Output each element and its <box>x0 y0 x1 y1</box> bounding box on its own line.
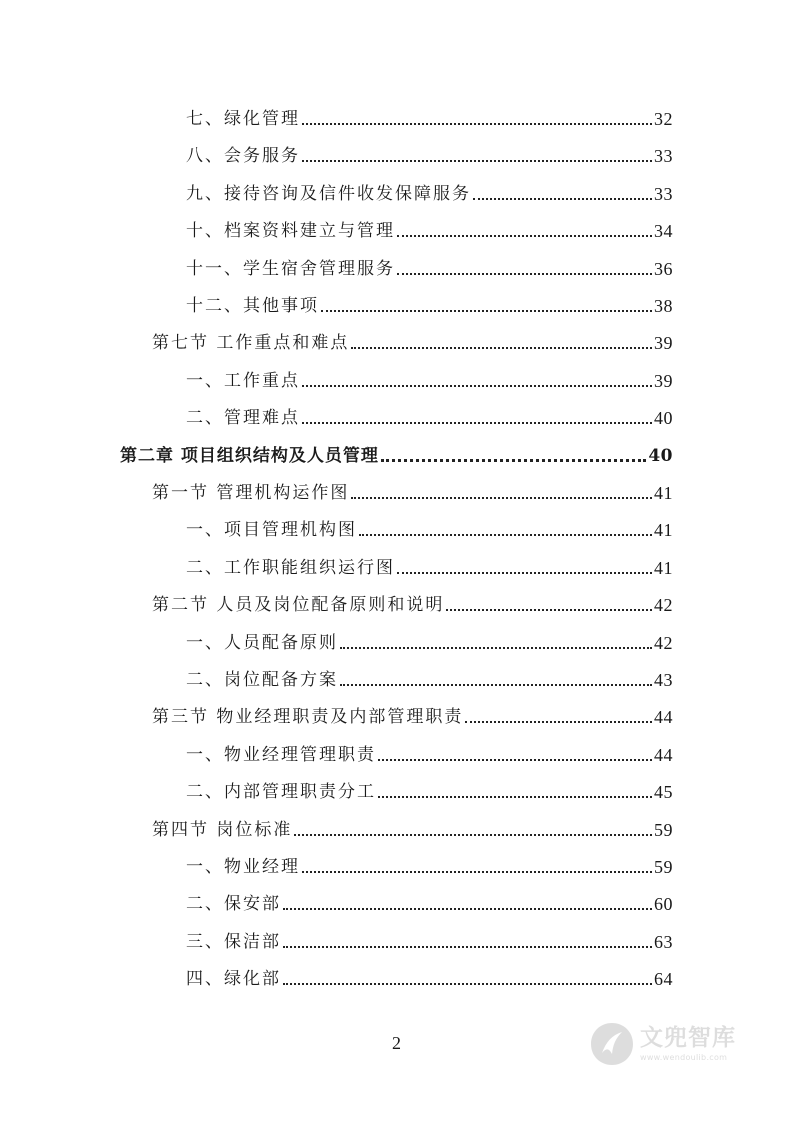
toc-entry-page: 44 <box>654 744 673 765</box>
toc-dot-leader <box>465 721 652 723</box>
toc-entry-page: 42 <box>654 595 673 616</box>
toc-entry-title: 一、人员配备原则 <box>186 632 338 653</box>
toc-entry[interactable] <box>186 405 673 431</box>
toc-dot-leader <box>340 647 652 649</box>
toc-dot-leader <box>302 422 652 424</box>
toc-entry-page: 43 <box>654 670 673 690</box>
toc-entry[interactable] <box>152 330 673 356</box>
toc-entry[interactable] <box>186 218 673 244</box>
toc-entry[interactable] <box>120 443 673 469</box>
toc-dot-leader <box>302 160 652 162</box>
toc-entry-title: 十二、其他事项 <box>186 296 319 316</box>
toc-entry-title: 二、岗位配备方案 <box>186 670 338 690</box>
toc-entry[interactable] <box>186 891 673 917</box>
toc-dot-leader <box>283 908 652 910</box>
toc-entry[interactable] <box>186 667 673 693</box>
toc-entry-title: 十一、学生宿舍管理服务 <box>186 258 395 279</box>
watermark <box>588 1016 758 1072</box>
toc-dot-leader <box>351 347 652 349</box>
toc-entry[interactable] <box>186 181 673 207</box>
toc-entry-title: 二、管理难点 <box>186 408 300 429</box>
toc-entry[interactable] <box>186 966 673 992</box>
toc-dot-leader <box>283 983 652 985</box>
toc-dot-leader <box>473 198 652 200</box>
toc-entry[interactable] <box>186 779 673 805</box>
watermark-url: www.wendoulib.com <box>640 1052 728 1062</box>
toc-dot-leader <box>340 684 652 686</box>
toc-entry[interactable] <box>186 555 673 581</box>
toc-entry-title: 一、项目管理机构图 <box>186 520 357 541</box>
toc-dot-leader <box>397 235 652 237</box>
toc-entry-page: 32 <box>654 109 673 129</box>
toc-entry-page: 33 <box>654 183 673 204</box>
toc-entry-page: 59 <box>654 819 673 840</box>
toc-entry-title: 一、物业经理 <box>186 857 300 877</box>
toc-entry-title: 一、工作重点 <box>186 370 300 391</box>
toc-entry-page: 59 <box>654 857 673 877</box>
toc-entry[interactable] <box>186 143 673 169</box>
toc-entry-title: 七、绿化管理 <box>186 109 300 129</box>
toc-entry[interactable] <box>186 293 673 319</box>
toc-entry-title: 八、会务服务 <box>186 146 300 167</box>
toc-dot-leader <box>302 385 652 387</box>
toc-dot-leader <box>378 759 652 761</box>
toc-dot-leader <box>302 123 652 125</box>
toc-entry[interactable] <box>186 630 673 656</box>
toc-entry[interactable] <box>186 854 673 880</box>
toc-entry[interactable] <box>186 256 673 282</box>
watermark-logo-icon <box>588 1020 636 1068</box>
toc-entry[interactable] <box>152 592 673 618</box>
toc-entry[interactable] <box>186 742 673 768</box>
toc-entry-title: 第三节 物业经理职责及内部管理职责 <box>152 707 464 728</box>
toc-entry-page: 64 <box>654 969 673 990</box>
toc-dot-leader <box>446 609 652 611</box>
toc-entry-page: 63 <box>654 931 673 952</box>
toc-entry-page: 42 <box>654 632 673 653</box>
page-number: 2 <box>392 1033 401 1053</box>
toc-entry[interactable] <box>186 106 673 132</box>
toc-entry-title: 第二节 人员及岗位配备原则和说明 <box>152 595 445 616</box>
toc-entry[interactable] <box>152 817 673 843</box>
toc-entry-title: 二、保安部 <box>186 894 281 915</box>
toc-entry-title: 九、接待咨询及信件收发保障服务 <box>186 183 471 204</box>
toc-dot-leader <box>381 459 646 462</box>
toc-entry-page: 44 <box>654 707 673 728</box>
toc-dot-leader <box>397 572 652 574</box>
toc-entry-page: 41 <box>654 557 673 578</box>
toc-entry-title: 二、内部管理职责分工 <box>186 782 376 803</box>
toc-entry-page: 33 <box>654 146 673 167</box>
toc-entry-page: 60 <box>654 894 673 915</box>
toc-entry-title: 四、绿化部 <box>186 969 281 990</box>
toc-entry-page: 36 <box>654 258 673 279</box>
toc-entry-page: 39 <box>654 370 673 391</box>
toc-dot-leader <box>378 796 652 798</box>
toc-entry-title: 一、物业经理管理职责 <box>186 744 376 765</box>
toc-dot-leader <box>321 310 652 312</box>
toc-entry[interactable] <box>186 929 673 955</box>
toc-entry-page: 45 <box>654 782 673 803</box>
toc-entry-title: 第四节 岗位标准 <box>152 819 293 840</box>
toc-dot-leader <box>283 946 652 948</box>
toc-dot-leader <box>351 497 652 499</box>
toc-dot-leader <box>359 534 652 536</box>
toc-entry-title: 三、保洁部 <box>186 931 281 952</box>
toc-entry-title: 第一节 管理机构运作图 <box>152 483 350 503</box>
toc-dot-leader <box>397 273 652 275</box>
toc-entry-page: 41 <box>654 483 673 503</box>
toc-entry-title: 十、档案资料建立与管理 <box>186 221 395 242</box>
toc-entry-title: 二、工作职能组织运行图 <box>186 557 395 578</box>
toc-entry-page: 34 <box>654 221 673 242</box>
toc-entry-page: 40 <box>648 445 673 466</box>
toc-entry-page: 39 <box>654 333 673 354</box>
toc-entry-page: 41 <box>654 520 673 541</box>
toc-entry[interactable] <box>186 368 673 394</box>
toc-entry[interactable] <box>186 517 673 543</box>
toc-entry[interactable] <box>152 480 673 506</box>
toc-entry-page: 40 <box>654 408 673 429</box>
toc-entry-page: 38 <box>654 296 673 316</box>
watermark-name: 文兜智库 <box>640 1024 736 1051</box>
toc-dot-leader <box>294 834 652 836</box>
toc-entry-title: 第七节 工作重点和难点 <box>152 333 350 354</box>
toc-dot-leader <box>302 871 652 873</box>
toc-entry[interactable] <box>152 704 673 730</box>
toc-entry-title: 第二章 项目组织结构及人员管理 <box>120 445 379 466</box>
